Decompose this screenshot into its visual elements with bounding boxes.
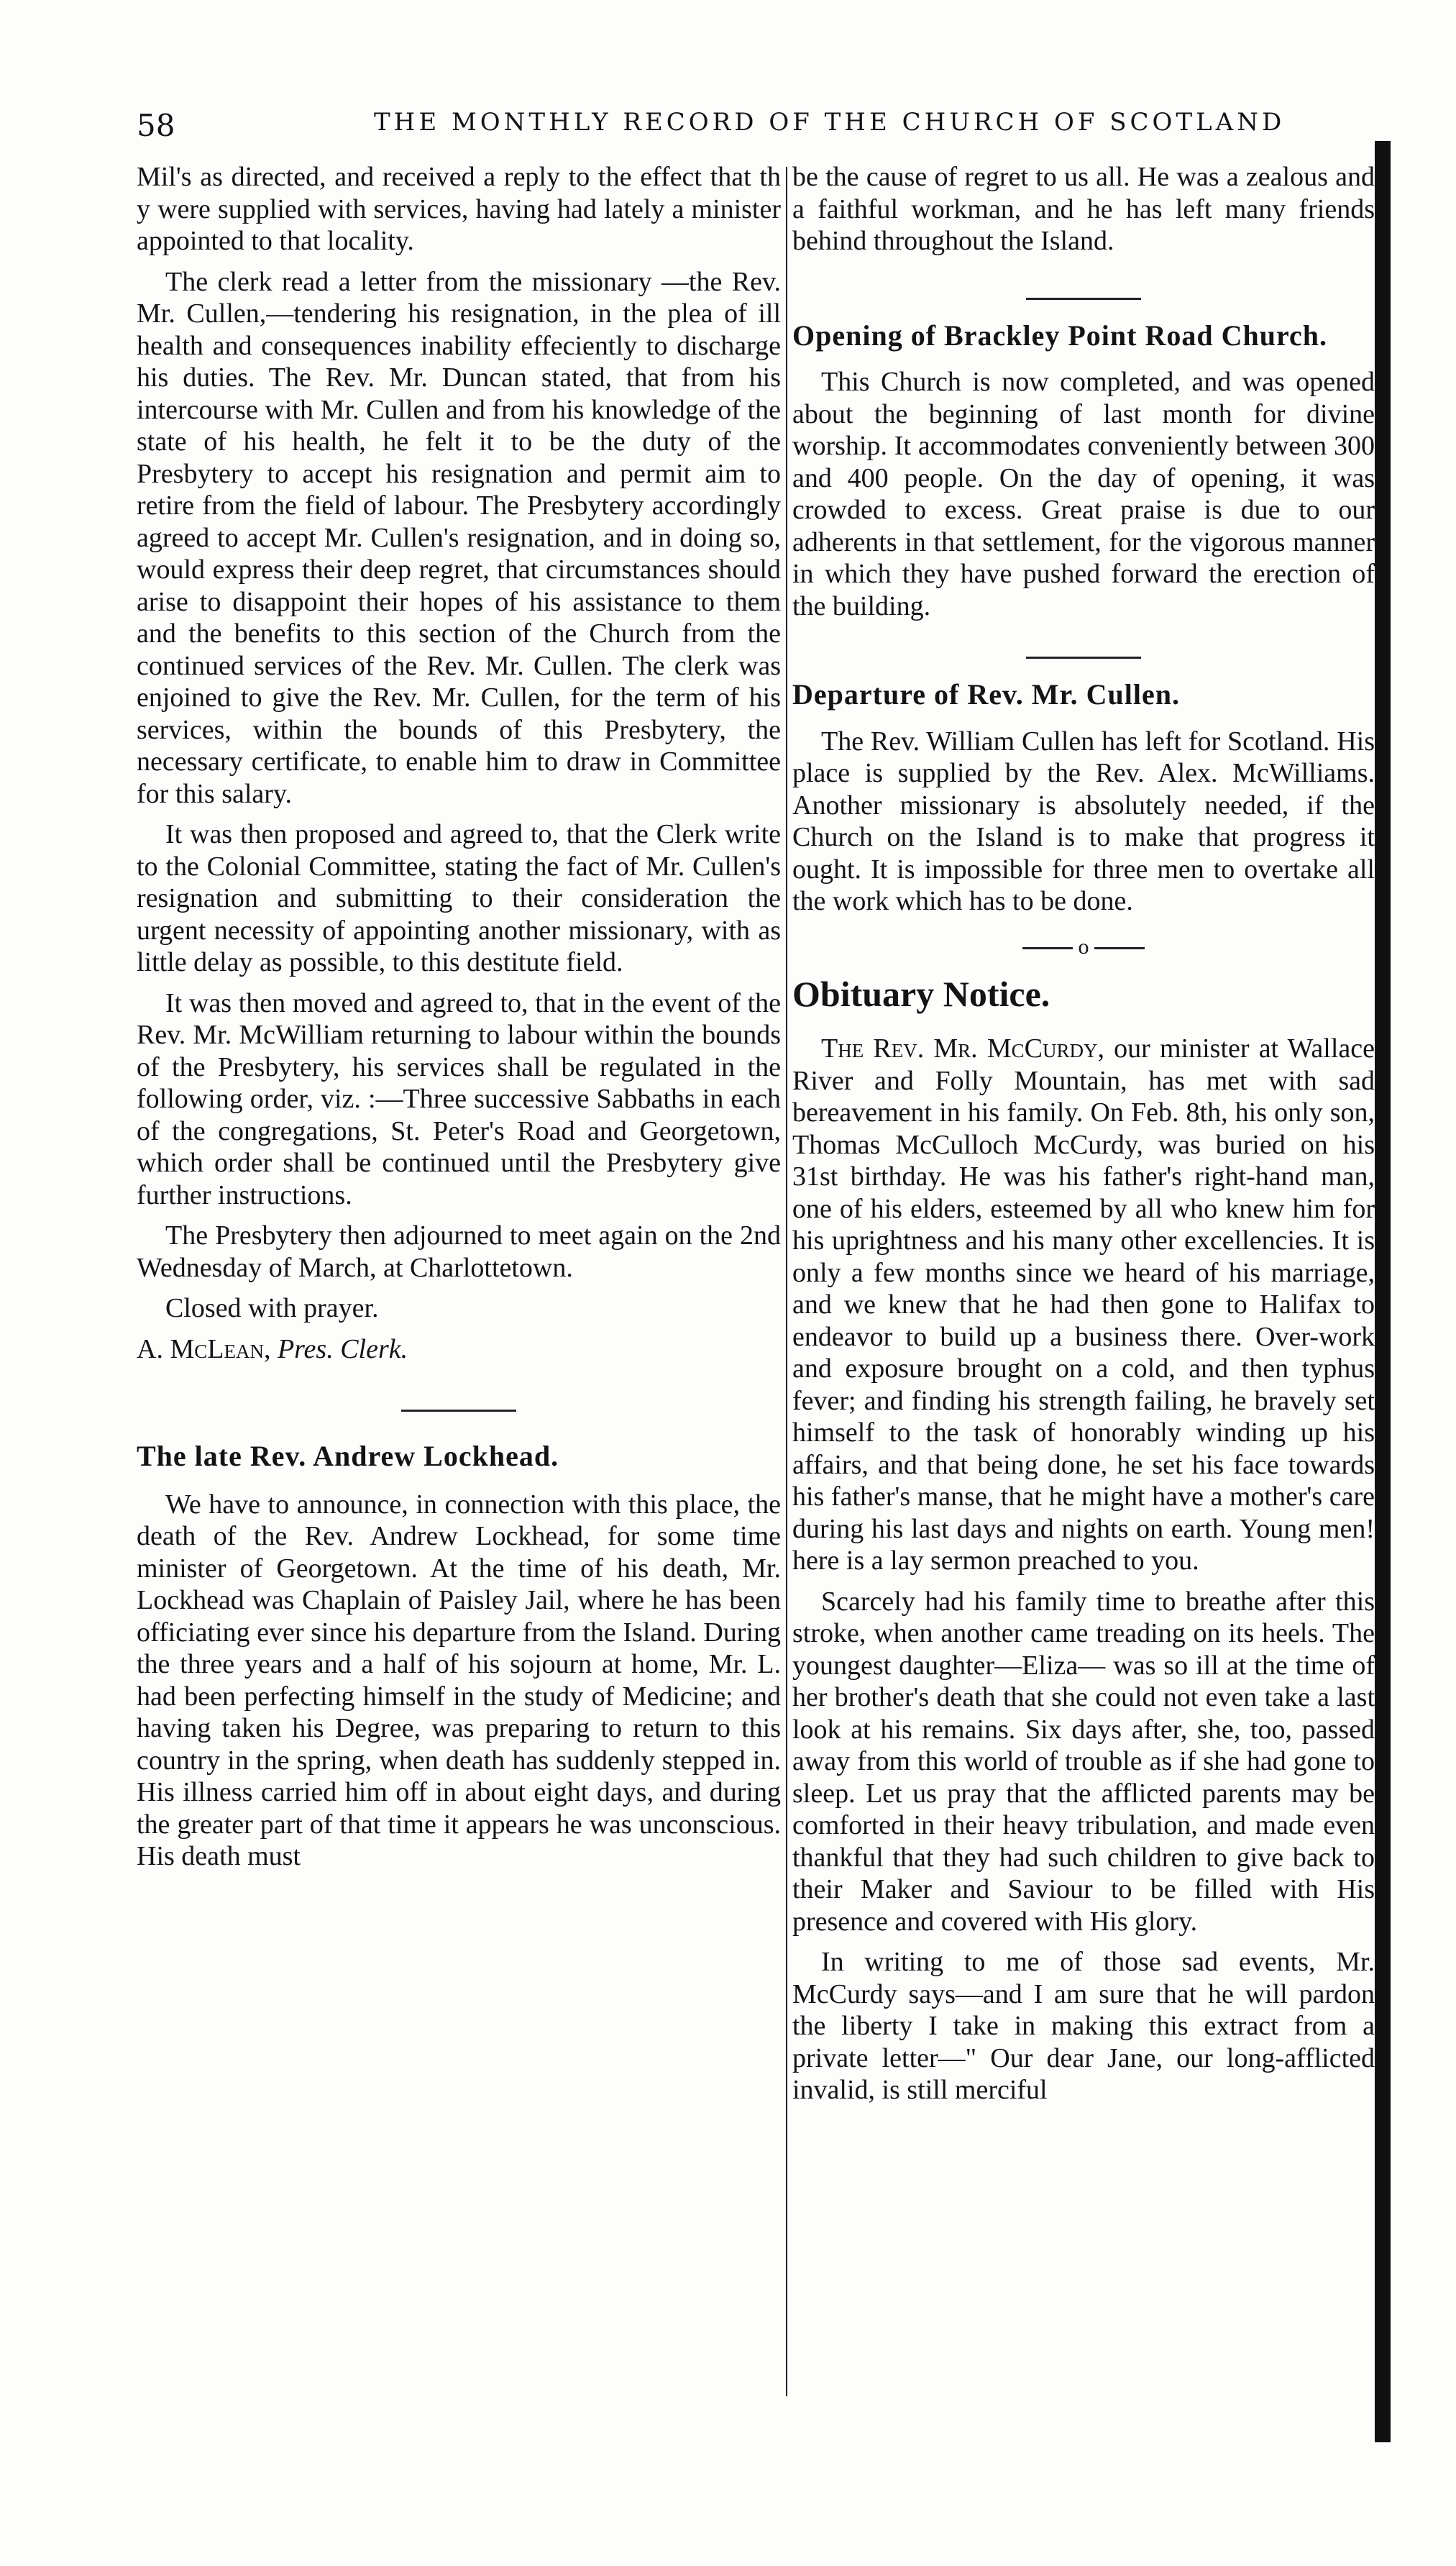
departure-heading: Departure of Rev. Mr. Cullen.: [792, 678, 1180, 711]
right-column: [792, 161, 1375, 2106]
article-paragraph: It was then moved and agreed to, that in the event of the Rev. Mr. McWilliam returning to labour within the bounds of the Presbytery, his services shall be regulated in the following order, viz. :—Three successive Sabbaths in each of the congregations, St. Peter's Road and Georgetown, which order shall be continued until the Presbytery give further instructions.: [137, 987, 781, 1210]
closing-line: Closed with prayer.: [165, 1293, 379, 1323]
brackley-heading: Opening of Brackley Point Road Church.: [792, 319, 1327, 352]
obituary-heading: Obituary Notice.: [792, 973, 1050, 1014]
article-paragraph: be the cause of regret to us all. He was a zealous and a faithful workman, and he has left many friends behind throughout the Island.: [792, 162, 1375, 256]
right-edge-bar: [1375, 141, 1391, 2442]
lockhead-heading: The late Rev. Andrew Lockhead.: [137, 1440, 559, 1472]
left-column: [137, 161, 781, 1873]
article-paragraph: [792, 1033, 1375, 1577]
article-paragraph: This Church is now completed, and was opened about the beginning of last month for divine worship. It accommodates conveniently between 300 and 400 people. On the day of opening, it was crowded to excess. Great praise is due to our adherents in that settlement, for the vigorous manner in which they have pushed forward the erection of the building.: [792, 367, 1375, 621]
section-rule: [1026, 657, 1141, 659]
running-head: THE MONTHLY RECORD OF THE CHURCH OF SCOTLAND: [374, 108, 1286, 137]
signature: [137, 1333, 781, 1366]
signature-name: A. McLean,: [137, 1333, 271, 1364]
article-paragraph: In writing to me of those sad events, Mr. McCurdy says—and I am sure that he will pardon the liberty I take in making this extract from a private letter—" Our dear Jane, our long-afflicted invalid, is still merciful: [792, 1947, 1375, 2105]
article-paragraph: The clerk read a letter from the missionary —the Rev. Mr. Cullen,—tendering his resignation, in the plea of ill health and consequences inability effeciently to discharge his duties. The Rev. Mr. Duncan stated, that from his intercourse with Mr. Cullen and from his knowledge of the state of his health, he felt it to be the duty of the Presbytery to accept his resignation and permit aim to retire from the field of labour. The Presbytery accordingly agreed to accept Mr. Cullen's resignation, and in doing so, would express their deep regret, that circumstances should arise to disappoint their hopes of his assistance to them and the benefits to this section of the Church from the continued services of the Rev. Mr. Cullen. The clerk was enjoined to give the Rev. Mr. Cullen, for the term of his services, within the bounds of this Presbytery, the necessary certificate, to enable him to draw in Committee for this salary.: [137, 266, 781, 809]
article-paragraph: The Rev. William Cullen has left for Scotland. His place is supplied by the Rev. Alex. McWilliams. Another missionary is absolutely needed, if the Church on the Island is to make that progress it ought. It is impossible for three men to overtake all the work which has to be done.: [792, 726, 1375, 916]
column-divider: [786, 167, 787, 2396]
obituary-text: our minister at Wallace River and Folly Mountain, has met with sad bereavement in his family. On Feb. 8th, his only son, Thomas McCulloch McCurdy, was buried on his 31st birthday. He was his father's right-hand man, one of his elders, esteemed by all who knew him for his uprightness and his many other excellencies. It is only a few months since we heard of his marriage, and we knew that he had then gone to Halifax to endeavor to build up a business there. Over-work and exposure brought on a cold, and then typhus fever; and finding his strength failing, he bravely set himself to the task of honorably winding up his affairs, and that being done, he set his face towards his father's manse, that he might have a mother's care during his last days and nights on earth. Young men! here is a lay sermon preached to you.: [792, 1033, 1375, 1576]
article-paragraph: Scarcely had his family time to breathe after this stroke, when another came treading on its heels. The youngest daughter—Eliza— was so ill at the time of her brother's death that she could not even take a last look at his remains. Six days after, she, too, passed away from this world of trouble as if she had gone to sleep. Let us pray that the afflicted parents may be comforted in their heavy tribulation, and made even thankful that they had such children to give back to their Maker and Saviour to be filled with His presence and covered with His glory.: [792, 1586, 1375, 1937]
article-paragraph: The Presbytery then adjourned to meet again on the 2nd Wednesday of March, at Charlottetown.: [137, 1220, 781, 1283]
ornament-divider: [792, 936, 1375, 958]
article-paragraph: Mil's as directed, and received a reply to the effect that th y were supplied with services, having had lately a minister appointed to that locality.: [137, 162, 781, 256]
article-paragraph: We have to announce, in connection with this place, the death of the Rev. Andrew Lockhead, for some time minister of Georgetown. At the time of his death, Mr. Lockhead was Chaplain of Paisley Jail, where he has been officiating ever since his departure from the Island. During the three years and a half of his sojourn at home, Mr. L. had been perfecting himself in the study of Medicine; and having taken his Degree, was preparing to return to this country in the spring, when death has suddenly stepped in. His illness carried him off in about eight days, and during the greater part of that time it appears he was unconscious. His death must: [137, 1489, 781, 1871]
article-paragraph: It was then proposed and agreed to, that the Clerk write to the Colonial Committee, stating the fact of Mr. Cullen's resignation and submitting to their consideration the urgent necessity of appointing another missionary, with as little delay as possible, to this destitute field.: [137, 819, 781, 977]
page-number: 58: [137, 108, 175, 143]
section-rule: [401, 1410, 516, 1412]
section-rule: [1026, 298, 1141, 300]
divider-mark: o: [1078, 934, 1089, 959]
signature-title: Pres. Clerk.: [277, 1333, 408, 1364]
obituary-lead: The Rev. Mr. McCurdy,: [821, 1033, 1104, 1064]
